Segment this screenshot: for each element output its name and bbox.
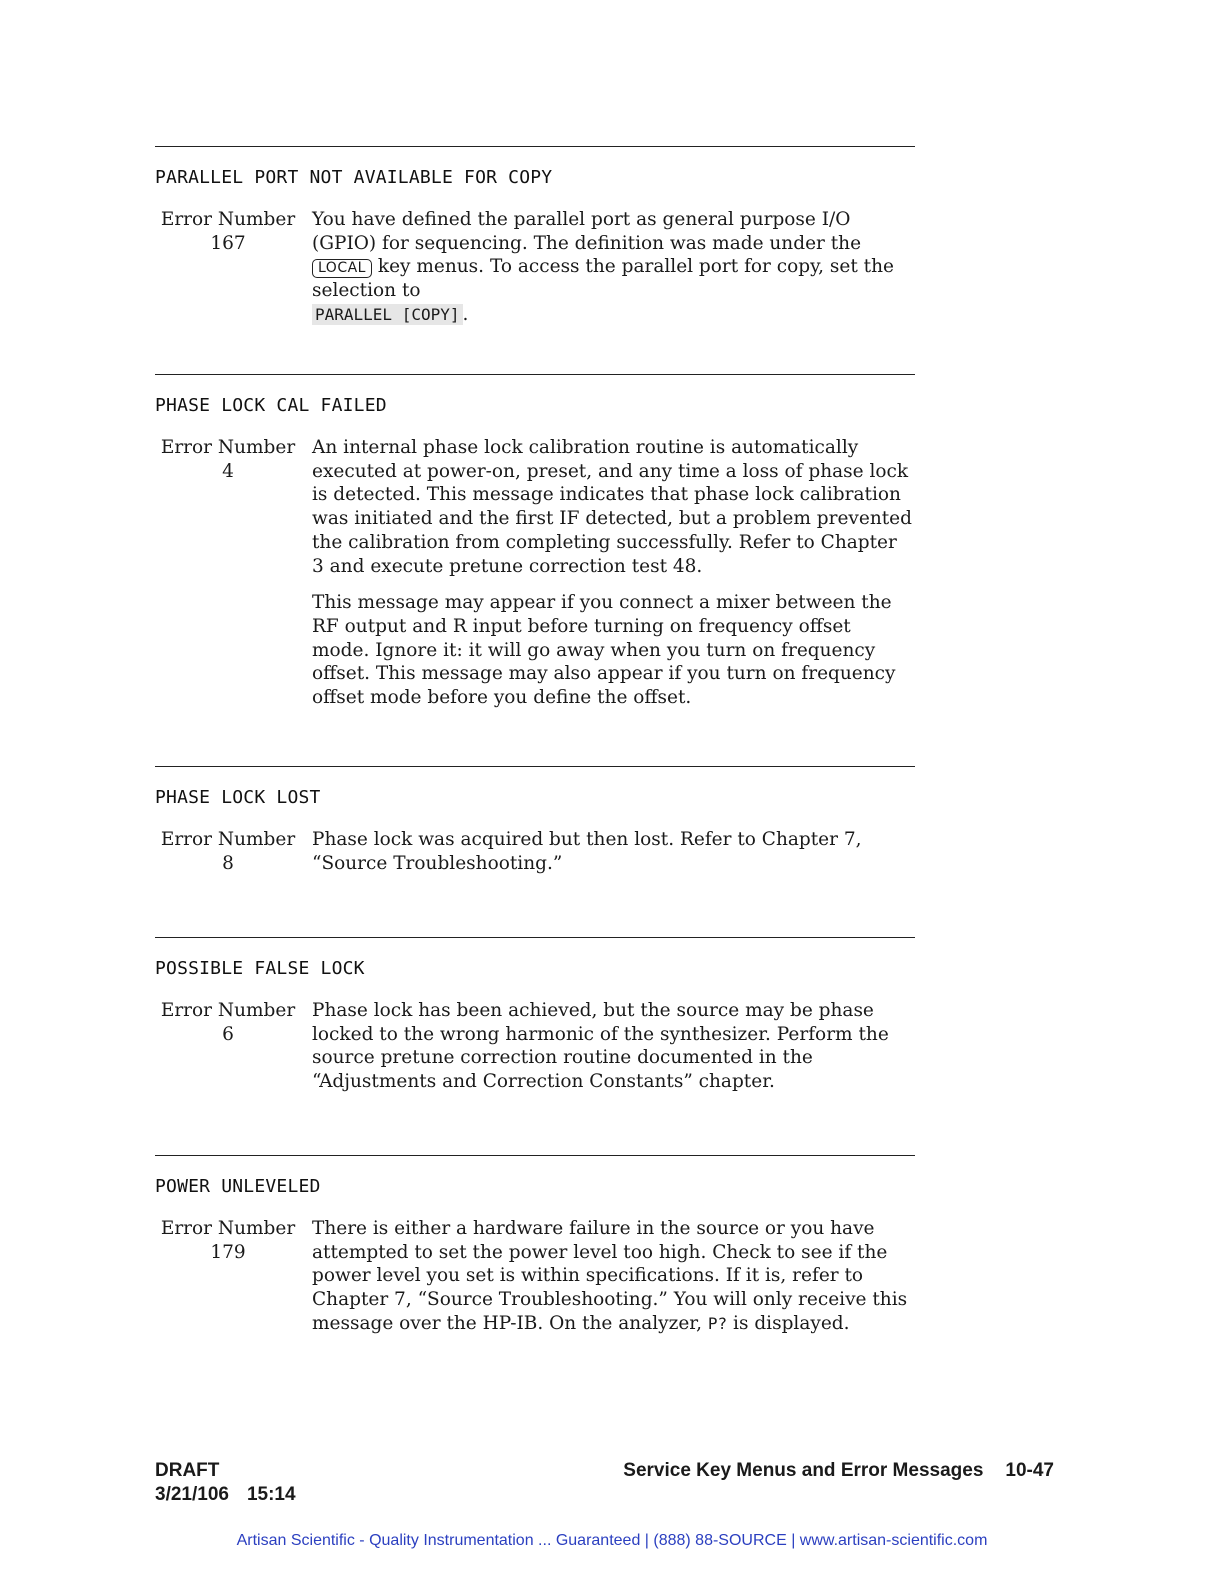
description-paragraph: This message may appear if you connect a mixer between the RF output and R input before turning on frequency offset mode. Ignore it: it will go away when you turn on frequency offset. This message may also appear if you turn on frequency offset mode before you define the offset. [312, 592, 896, 709]
error-number-label: Error Number [160, 1218, 296, 1239]
error-title: PHASE LOCK LOST [155, 787, 321, 808]
draft-datetime [155, 1483, 296, 1507]
error-description [312, 828, 912, 875]
section-title: Service Key Menus and Error Messages [623, 1460, 984, 1481]
error-title: POSSIBLE FALSE LOCK [155, 958, 365, 979]
watermark-link[interactable] [0, 1532, 1224, 1550]
draft-label: DRAFT [155, 1460, 220, 1481]
error-entry-power-unleveled [155, 1155, 915, 1349]
error-number-block [155, 999, 301, 1047]
watermark-text: Artisan Scientific - Quality Instrumentation ... Guaranteed | (888) 88-SOURCE | www.artisan-scientific.com [236, 1532, 988, 1549]
error-description [312, 999, 912, 1094]
error-title: PARALLEL PORT NOT AVAILABLE FOR COPY [155, 167, 553, 188]
description-text: . [462, 303, 469, 325]
error-number-value: 6 [222, 1024, 234, 1045]
error-number-block [155, 1217, 301, 1265]
error-number-value: 8 [222, 853, 234, 874]
page-number: 10-47 [1005, 1460, 1054, 1481]
error-entry-parallel-port [155, 146, 915, 340]
error-description [312, 436, 912, 710]
display-code: P? [707, 1313, 728, 1333]
footer-right [623, 1459, 1054, 1483]
error-entry-phase-lock-lost [155, 766, 915, 888]
error-number-label: Error Number [160, 829, 296, 850]
local-hardkey: LOCAL [312, 259, 372, 278]
description-paragraph: An internal phase lock calibration routine is automatically executed at power-on, preset, and any time a loss of phase lock is detected. This message indicates that phase lock calibration was initiated and the first IF detected, but a problem prevented the calibration from completing successfully. Refer to Chapter 3 and execute pretune correction test 48. [312, 437, 912, 577]
description-text: is displayed. [733, 1312, 850, 1334]
draft-time: 15:14 [246, 1484, 296, 1505]
error-number-label: Error Number [160, 437, 296, 458]
description-text: There is either a hardware failure in the source or you have attempted to set the power level too high. Check to see if the power level you set is within specifications. If it is, refer to Chapter 7, “Source Troubleshooting.” You will only receive this message over the HP-IB. On the analyzer, [312, 1218, 908, 1334]
section-rule [155, 766, 915, 767]
description-paragraph: Phase lock was acquired but then lost. Refer to Chapter 7, “Source Troubleshooting.” [312, 829, 862, 874]
error-number-label: Error Number [160, 209, 296, 230]
error-title: PHASE LOCK CAL FAILED [155, 395, 387, 416]
section-rule [155, 146, 915, 147]
footer-left [155, 1459, 296, 1507]
error-number-value: 4 [222, 461, 234, 482]
error-number-block [155, 208, 301, 256]
error-title: POWER UNLEVELED [155, 1176, 321, 1197]
section-rule [155, 1155, 915, 1156]
description-text: You have defined the parallel port as general purpose I/O (GPIO) for sequencing. The definition was made under the [312, 209, 862, 254]
description-text: key menus. To access the parallel port for copy, set the selection to [312, 256, 894, 302]
error-number-block [155, 436, 301, 484]
error-number-value: 179 [210, 1242, 246, 1263]
error-entry-phase-lock-cal-failed [155, 374, 915, 723]
description-paragraph: Phase lock has been achieved, but the source may be phase locked to the wrong harmonic of the synthesizer. Perform the source pretune correction routine documented in the “Adjustments and Correction Constants” chapter. [312, 1000, 889, 1093]
draft-date: 3/21/106 [155, 1484, 229, 1505]
section-rule [155, 374, 915, 375]
error-number-value: 167 [210, 233, 246, 254]
parallel-copy-softkey: PARALLEL [COPY] [312, 304, 463, 325]
error-entry-possible-false-lock [155, 937, 915, 1107]
error-number-block [155, 828, 301, 876]
error-number-label: Error Number [160, 1000, 296, 1021]
error-description [312, 1217, 912, 1336]
section-rule [155, 937, 915, 938]
error-description [312, 208, 912, 327]
